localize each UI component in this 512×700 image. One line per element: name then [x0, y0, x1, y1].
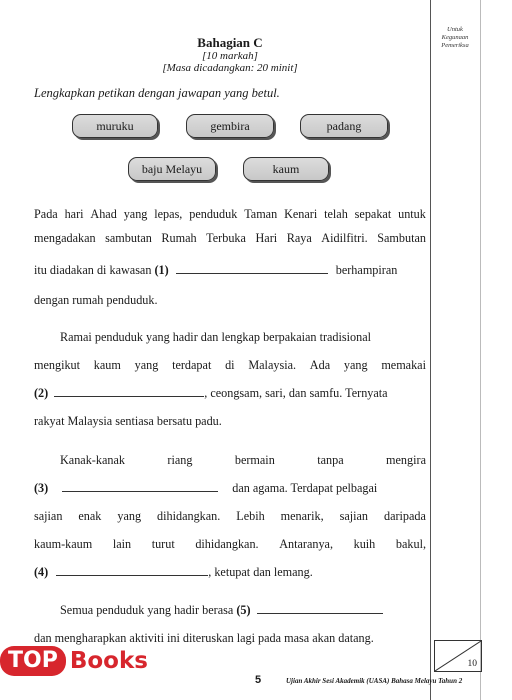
word-option-kaum[interactable]: kaum [243, 157, 329, 181]
p1-line-4: dengan rumah penduduk. [34, 293, 158, 307]
p4-line-2: dan mengharapkan aktiviti ini diteruskan lagi pada masa akan datang. [34, 631, 374, 645]
p3-line-3: sajian enak yang dihidangkan. Lebih menarik, sajian daripada [34, 509, 426, 523]
section-header [130, 36, 330, 74]
answer-blank-1[interactable] [176, 263, 328, 274]
section-marks: [10 markah] [202, 50, 258, 62]
word-option-gembira[interactable]: gembira [186, 114, 274, 138]
word-option-muruku[interactable]: muruku [72, 114, 158, 138]
logo-books-part: Books [69, 648, 148, 674]
suggested-time: [Masa dicadangkan: 20 minit] [162, 62, 298, 74]
p2-line-4: rakyat Malaysia sentiasa bersatu padu. [34, 414, 222, 428]
p1-line-2: mengadakan sambutan Rumah Terbuka Hari Raya Aidilfitri. Sambutan [34, 231, 426, 245]
word-option-baju-melayu[interactable]: baju Melayu [128, 157, 216, 181]
footer-text: Ujian Akhir Sesi Akademik (UASA) Bahasa Melayu Tahun 2 [286, 677, 463, 685]
topbooks-watermark-logo [0, 644, 148, 678]
answer-blank-4[interactable] [56, 565, 208, 576]
p4-line-1: Semua penduduk yang hadir berasa (5) [34, 603, 452, 619]
p2-line-3: (2) , ceongsam, sari, dan samfu. Ternyata [34, 386, 388, 400]
p1-line-3: itu diadakan di kawasan (1) berhampiran [34, 263, 398, 277]
logo-top-part: TOP [0, 646, 66, 676]
p3-line-2: (3) dan agama. Terdapat pelbagai [34, 481, 378, 495]
total-marks: 10 [467, 659, 477, 669]
examiner-use-label: Untuk Kegunaan Pemeriksa [441, 26, 469, 49]
instruction-text: Lengkapkan petikan dengan jawapan yang betul. [34, 86, 280, 100]
p1-line-1: Pada hari Ahad yang lepas, penduduk Taman Kenari telah sepakat untuk [34, 207, 426, 221]
answer-blank-3[interactable] [62, 481, 218, 492]
p3-line-5: (4) , ketupat dan lemang. [34, 565, 313, 579]
p3-line-4: kaum-kaum lain turut dihidangkan. Antaranya, kuih bakul, [34, 537, 426, 551]
examiner-margin-rule [430, 0, 431, 700]
answer-blank-2[interactable] [54, 386, 204, 397]
p3-line-1: Kanak-kanak riang bermain tanpa mengira [60, 453, 426, 467]
score-box [434, 640, 482, 672]
answer-blank-5[interactable] [257, 603, 383, 614]
p2-line-1: Ramai penduduk yang hadir dan lengkap berpakaian tradisional [60, 330, 372, 344]
section-title: Bahagian C [197, 35, 263, 50]
right-edge-rule [480, 0, 481, 700]
p2-line-2: mengikut kaum yang terdapat di Malaysia. Ada yang memakai [34, 358, 426, 372]
word-option-padang[interactable]: padang [300, 114, 388, 138]
page-number: 5 [255, 674, 262, 686]
